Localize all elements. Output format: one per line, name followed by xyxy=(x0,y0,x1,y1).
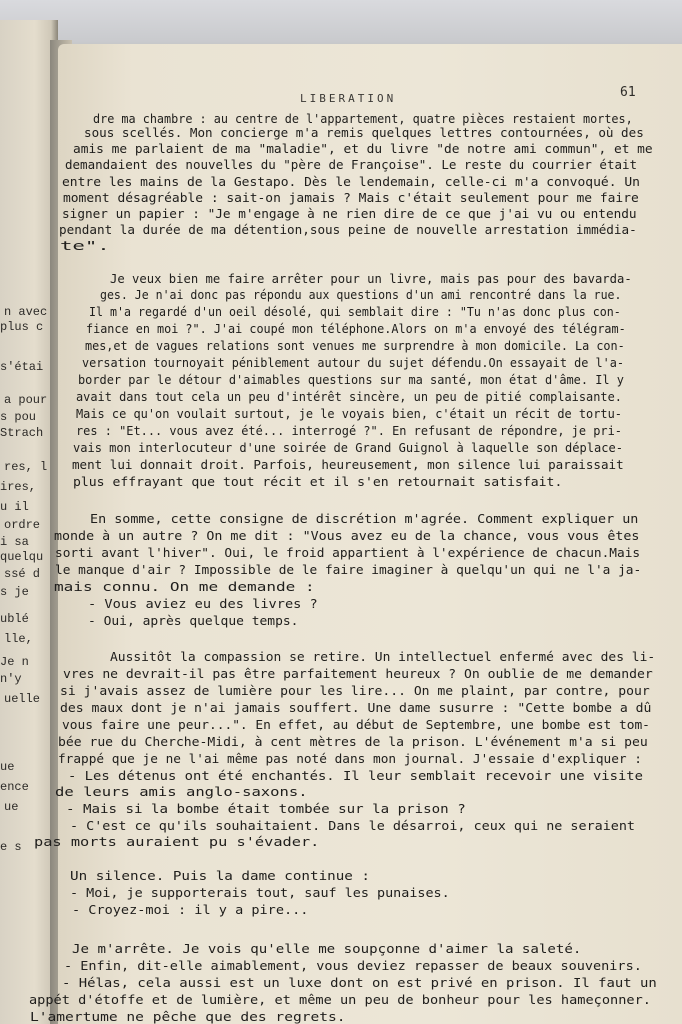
text-line: Je m'arrête. Je vois qu'elle me soupçonne d'aimer la saleté. xyxy=(72,941,582,956)
left-page-fragment: e s xyxy=(0,840,22,854)
running-title: LIBERATION xyxy=(300,92,397,105)
left-page-fragment: n'y xyxy=(0,672,22,686)
text-line: pas morts auraient pu s'évader. xyxy=(34,834,320,849)
text-line: - Oui, après quelque temps. xyxy=(88,613,299,628)
text-line: vres ne devrait-il pas être parfaitement heureux ? On oublie de me demander xyxy=(63,666,653,681)
left-page-fragment: n avec xyxy=(4,305,48,319)
text-line: monde à un autre ? On me dit : "Vous avez eu de la chance, vous vous êtes xyxy=(54,528,640,543)
text-line: Aussitôt la compassion se retire. Un intellectuel enfermé avec des li- xyxy=(110,649,656,664)
text-line: border par le détour d'aimables questions sur ma santé, mon état d'âme. Il y xyxy=(78,372,624,387)
text-line: Je veux bien me faire arrêter pour un livre, mais pas pour des bavarda- xyxy=(110,271,632,286)
left-page-fragment: ue xyxy=(4,800,19,814)
text-line: si j'avais assez de lumière pour les lire... On me plaint, par contre, pour xyxy=(60,683,650,698)
left-page-fragment: u il xyxy=(0,500,29,514)
left-page-fragment: ordre xyxy=(4,518,41,532)
text-line: frappé que je ne l'ai même pas noté dans mon journal. J'essaie d'expliquer : xyxy=(58,751,642,766)
text-line: Il m'a regardé d'un oeil désolé, qui semblait dire : "Tu n'as donc plus con- xyxy=(89,304,621,319)
text-line: bée rue du Cherche-Midi, à cent mètres de la prison. L'événement m'a si peu xyxy=(58,734,648,749)
text-line: appét d'étoffe et de lumière, et même un peu de bonheur pour les hameçonner. xyxy=(29,992,651,1007)
text-line: ment lui donnait droit. Parfois, heureusement, mon silence lui paraissait xyxy=(72,457,624,472)
text-line: moment désagréable : sait-on jamais ? Mais c'était seulement pour me faire xyxy=(63,190,639,205)
text-line: vais mon interlocuteur d'une soirée de Grand Guignol à laquelle son déplace- xyxy=(73,440,623,455)
left-page-fragment: quelqu xyxy=(0,550,44,564)
text-line: res : "Et... vous avez été... interrogé ?". En refusant de répondre, je pri- xyxy=(76,423,622,438)
text-line: de leurs amis anglo-saxons. xyxy=(55,784,308,799)
left-page-fragment: plus c xyxy=(0,320,44,334)
text-line: - C'est ce qu'ils souhaitaient. Dans le désarroi, ceux qui ne seraient xyxy=(70,818,636,833)
text-line: plus effrayant que tout récit et il s'en retournait satisfait. xyxy=(73,474,563,489)
text-line: L'amertume ne pêche que des regrets. xyxy=(30,1009,346,1024)
left-page-fragment: ence xyxy=(0,780,29,794)
text-line: des maux dont je n'ai jamais souffert. Une dame susurre : "Cette bombe a dû xyxy=(60,700,652,715)
text-line: signer un papier : "Je m'engage à ne rien dire de ce que j'ai vu ou entendu xyxy=(62,206,637,221)
text-line: mais connu. On me demande : xyxy=(54,579,315,594)
page-number: 61 xyxy=(620,85,636,100)
text-line: ges. Je n'ai donc pas répondu aux questions d'un ami rencontré dans la rue. xyxy=(100,287,622,302)
left-page-fragment: lle, xyxy=(4,632,33,646)
text-line: - Vous aviez eu des livres ? xyxy=(88,596,318,611)
left-page-fragment: i sa xyxy=(0,535,29,549)
left-page-fragment: ires, xyxy=(0,480,37,494)
left-page-fragment: a pour xyxy=(4,393,48,407)
left-page-fragment: ssé d xyxy=(4,567,41,581)
text-line: En somme, cette consigne de discrétion m'agrée. Comment expliquer un xyxy=(90,511,639,526)
left-page-fragment: s pou xyxy=(0,410,37,424)
text-line: Un silence. Puis la dame continue : xyxy=(70,868,370,883)
left-page-fragment: Je n xyxy=(0,655,29,669)
text-line: - Moi, je supporterais tout, sauf les punaises. xyxy=(70,885,450,900)
text-line: demandaient des nouvelles du "père de Françoise". Le reste du courrier était xyxy=(65,157,638,172)
left-page-fragment: uelle xyxy=(4,692,41,706)
text-line: le manque d'air ? Impossible de le faire imaginer à quelqu'un qui ne l'a ja- xyxy=(55,562,642,577)
text-line: - Enfin, dit-elle aimablement, vous deviez repasser de beaux souvenirs. xyxy=(64,958,642,973)
left-page-fragment: ublé xyxy=(0,612,29,626)
text-line: amis me parlaient de ma "maladie", et du livre "de notre ami commun", et me xyxy=(73,141,653,156)
text-line: - Hélas, cela aussi est un luxe dont on est privé en prison. Il faut un xyxy=(62,975,657,990)
left-page-fragment: s je xyxy=(0,585,29,599)
left-page-fragment: res, l xyxy=(4,460,48,474)
text-line: vous faire une peur...". En effet, au début de Septembre, une bombe est tom- xyxy=(62,717,650,732)
text-line: dre ma chambre : au centre de l'appartement, quatre pièces restaient mortes, xyxy=(93,111,633,126)
left-page-fragment: s'étai xyxy=(0,360,44,374)
text-line: te". xyxy=(60,238,110,253)
left-page-fragment: ue xyxy=(0,760,15,774)
text-line: fiance en moi ?". J'ai coupé mon téléphone.Alors on m'a envoyé des télégram- xyxy=(86,321,626,336)
text-line: mes,et de vagues relations sont venues me surprendre à mon domicile. La con- xyxy=(85,338,625,353)
text-line: avait dans tout cela un peu d'intérêt sincère, un peu de pitié complaisante. xyxy=(76,389,622,404)
text-line: - Croyez-moi : il y a pire... xyxy=(72,902,309,917)
text-line: - Mais si la bombe était tombée sur la prison ? xyxy=(66,801,466,816)
text-line: - Les détenus ont été enchantés. Il leur semblait recevoir une visite xyxy=(68,768,643,783)
text-line: sorti avant l'hiver". Oui, le froid appartient à l'expérience de chacun.Mais xyxy=(55,545,641,560)
text-line: versation tournoyait péniblement autour du sujet défendu.On essayait de l'a- xyxy=(82,355,625,370)
left-page-fragment: Strach xyxy=(0,426,44,440)
text-line: sous scellés. Mon concierge m'a remis quelques lettres contournées, où des xyxy=(84,125,644,140)
text-line: pendant la durée de ma détention,sous peine de nouvelle arrestation immédia- xyxy=(59,222,637,237)
text-line: entre les mains de la Gestapo. Dès le lendemain, celle-ci m'a convoqué. Un xyxy=(62,174,640,189)
text-line: Mais ce qu'on voulait surtout, je le voyais bien, c'était un récit de tortu- xyxy=(76,406,622,421)
